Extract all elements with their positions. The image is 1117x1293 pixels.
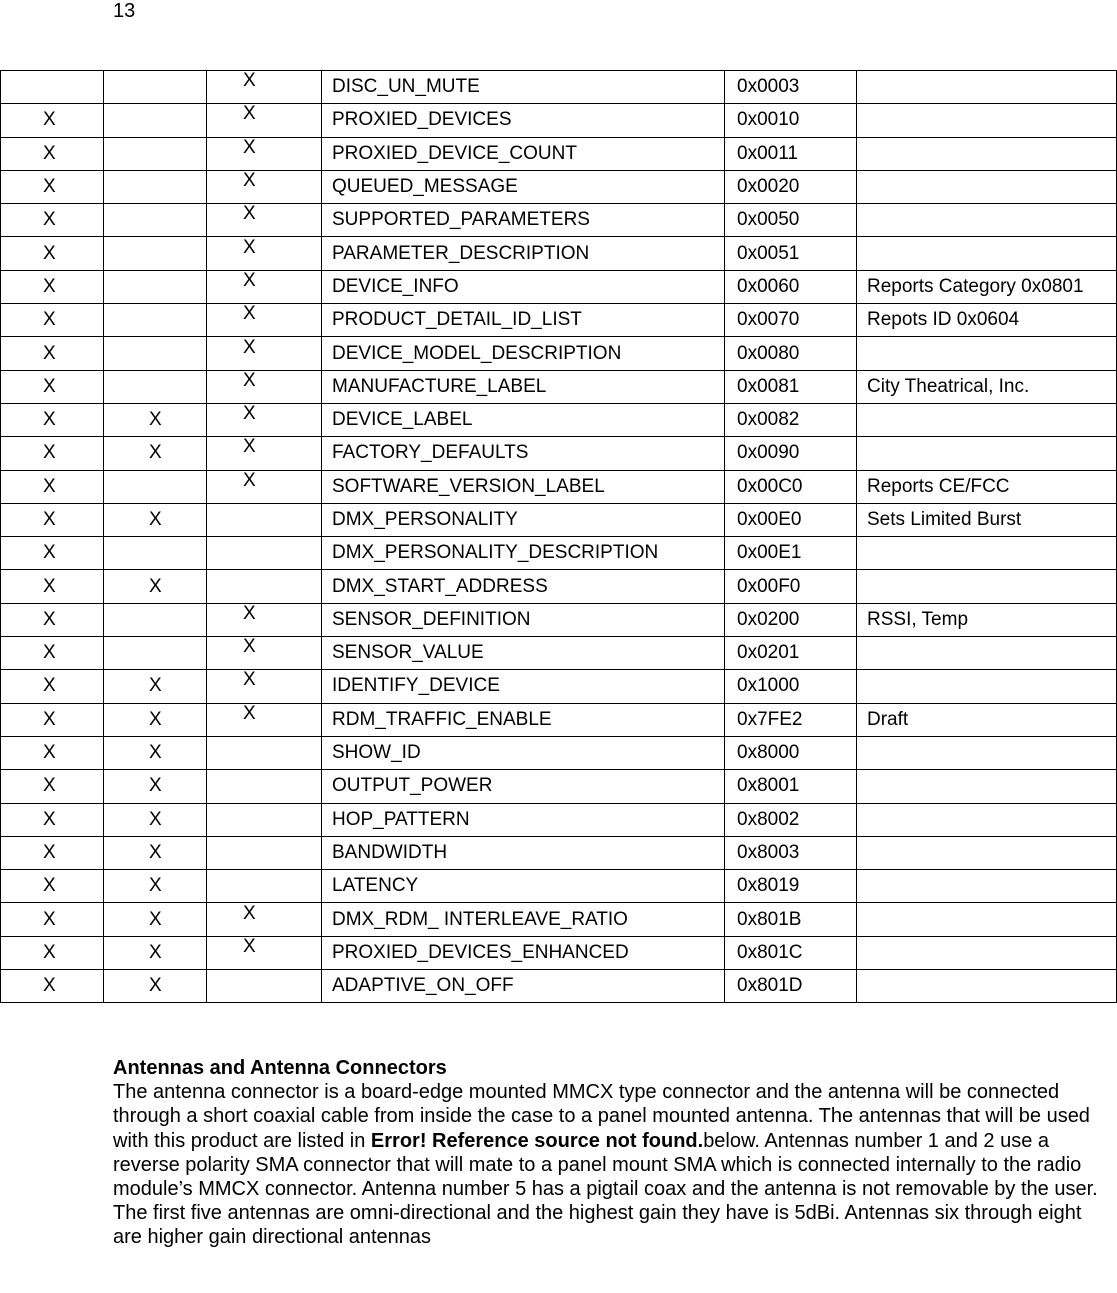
parameter-name-cell: PROXIED_DEVICES_ENHANCED <box>322 936 725 969</box>
table-row <box>1 970 1117 1003</box>
command-cell: X <box>207 170 322 203</box>
get-cell: X <box>1 337 104 370</box>
command-cell: X <box>207 270 322 303</box>
command-cell <box>207 803 322 836</box>
pid-code-cell: 0x0200 <box>725 603 857 636</box>
notes-cell: Repots ID 0x0604 <box>857 304 1117 337</box>
section-paragraph-2: The first five antennas are omni-directional and the highest gain they have is 5dBi. Antennas six through eight are higher gain directional antennas <box>113 1202 1082 1249</box>
table-row <box>1 870 1117 903</box>
page-number: 13 <box>113 0 136 22</box>
set-cell: X <box>104 903 207 936</box>
parameter-name-cell: RDM_TRAFFIC_ENABLE <box>322 703 725 736</box>
parameter-name-cell: PRODUCT_DETAIL_ID_LIST <box>322 304 725 337</box>
notes-cell <box>857 903 1117 936</box>
parameter-name-cell: OUTPUT_POWER <box>322 770 725 803</box>
table-row <box>1 736 1117 769</box>
pid-code-cell: 0x0201 <box>725 637 857 670</box>
notes-cell <box>857 770 1117 803</box>
notes-cell <box>857 437 1117 470</box>
pid-code-cell: 0x0070 <box>725 304 857 337</box>
set-cell: X <box>104 403 207 436</box>
notes-cell <box>857 204 1117 237</box>
pid-code-cell: 0x8019 <box>725 870 857 903</box>
set-cell <box>104 637 207 670</box>
command-cell: X <box>207 903 322 936</box>
parameter-name-cell: DMX_RDM_ INTERLEAVE_RATIO <box>322 903 725 936</box>
parameter-name-cell: IDENTIFY_DEVICE <box>322 670 725 703</box>
get-cell: X <box>1 670 104 703</box>
table-row <box>1 237 1117 270</box>
command-cell: X <box>207 304 322 337</box>
get-cell <box>1 71 104 104</box>
command-cell <box>207 736 322 769</box>
parameter-name-cell: DEVICE_INFO <box>322 270 725 303</box>
table-row <box>1 403 1117 436</box>
set-cell <box>104 304 207 337</box>
notes-cell <box>857 670 1117 703</box>
pid-code-cell: 0x8001 <box>725 770 857 803</box>
table-row <box>1 703 1117 736</box>
pid-code-cell: 0x801D <box>725 970 857 1003</box>
command-cell: X <box>207 936 322 969</box>
set-cell: X <box>104 970 207 1003</box>
command-cell: X <box>207 637 322 670</box>
notes-cell <box>857 337 1117 370</box>
get-cell: X <box>1 703 104 736</box>
notes-cell: Reports CE/FCC <box>857 470 1117 503</box>
parameter-name-cell: SENSOR_DEFINITION <box>322 603 725 636</box>
get-cell: X <box>1 270 104 303</box>
antennas-section <box>113 1056 1103 1250</box>
pid-code-cell: 0x0050 <box>725 204 857 237</box>
command-cell: X <box>207 71 322 104</box>
command-cell: X <box>207 703 322 736</box>
set-cell <box>104 237 207 270</box>
parameter-name-cell: PARAMETER_DESCRIPTION <box>322 237 725 270</box>
table-row <box>1 803 1117 836</box>
set-cell: X <box>104 570 207 603</box>
section-paragraph-1 <box>113 1080 1103 1201</box>
parameter-name-cell: BANDWIDTH <box>322 836 725 869</box>
set-cell <box>104 170 207 203</box>
notes-cell: Reports Category 0x0801 <box>857 270 1117 303</box>
notes-cell <box>857 137 1117 170</box>
pid-code-cell: 0x0003 <box>725 71 857 104</box>
get-cell: X <box>1 470 104 503</box>
notes-cell <box>857 637 1117 670</box>
get-cell: X <box>1 603 104 636</box>
get-cell: X <box>1 970 104 1003</box>
pid-code-cell: 0x00C0 <box>725 470 857 503</box>
set-cell <box>104 104 207 137</box>
get-cell: X <box>1 570 104 603</box>
table-row <box>1 270 1117 303</box>
set-cell: X <box>104 703 207 736</box>
command-cell: X <box>207 603 322 636</box>
section-heading: Antennas and Antenna Connectors <box>113 1057 447 1079</box>
get-cell: X <box>1 637 104 670</box>
get-cell: X <box>1 370 104 403</box>
table-row <box>1 204 1117 237</box>
pid-code-cell: 0x8002 <box>725 803 857 836</box>
get-cell: X <box>1 104 104 137</box>
get-cell: X <box>1 437 104 470</box>
notes-cell <box>857 736 1117 769</box>
set-cell <box>104 71 207 104</box>
command-cell: X <box>207 204 322 237</box>
set-cell <box>104 470 207 503</box>
parameter-name-cell: SOFTWARE_VERSION_LABEL <box>322 470 725 503</box>
pid-code-cell: 0x7FE2 <box>725 703 857 736</box>
notes-cell: City Theatrical, Inc. <box>857 370 1117 403</box>
reference-error-text: Error! Reference source not found. <box>370 1129 704 1152</box>
set-cell: X <box>104 736 207 769</box>
command-cell: X <box>207 403 322 436</box>
get-cell: X <box>1 836 104 869</box>
get-cell: X <box>1 803 104 836</box>
table-row <box>1 903 1117 936</box>
table-row <box>1 437 1117 470</box>
command-cell <box>207 836 322 869</box>
parameter-name-cell: LATENCY <box>322 870 725 903</box>
table-row <box>1 936 1117 969</box>
get-cell: X <box>1 304 104 337</box>
parameter-name-cell: DEVICE_MODEL_DESCRIPTION <box>322 337 725 370</box>
command-cell <box>207 503 322 536</box>
table-row <box>1 570 1117 603</box>
command-cell: X <box>207 370 322 403</box>
set-cell: X <box>104 770 207 803</box>
table-row <box>1 836 1117 869</box>
pid-code-cell: 0x0080 <box>725 337 857 370</box>
pid-support-table <box>0 70 1117 1003</box>
table-row <box>1 370 1117 403</box>
command-cell: X <box>207 470 322 503</box>
parameter-name-cell: FACTORY_DEFAULTS <box>322 437 725 470</box>
set-cell: X <box>104 936 207 969</box>
notes-cell <box>857 803 1117 836</box>
pid-code-cell: 0x0090 <box>725 437 857 470</box>
set-cell <box>104 537 207 570</box>
table-row <box>1 304 1117 337</box>
paragraph-1-text-b: below. Antennas number 1 and 2 use a reverse polarity SMA connector that will mate to a panel mount SMA which is connected internally to the radio module’s MMCX connector. Antenna number 5 has a pigtail coax and the antenna is not removable by the user. <box>113 1129 1098 1201</box>
command-cell <box>207 970 322 1003</box>
notes-cell <box>857 403 1117 436</box>
pid-code-cell: 0x0051 <box>725 237 857 270</box>
get-cell: X <box>1 204 104 237</box>
get-cell: X <box>1 503 104 536</box>
table-row <box>1 71 1117 104</box>
notes-cell <box>857 104 1117 137</box>
command-cell: X <box>207 104 322 137</box>
pid-code-cell: 0x00E0 <box>725 503 857 536</box>
pid-code-cell: 0x0081 <box>725 370 857 403</box>
notes-cell <box>857 836 1117 869</box>
pid-code-cell: 0x8003 <box>725 836 857 869</box>
parameter-name-cell: DMX_START_ADDRESS <box>322 570 725 603</box>
command-cell: X <box>207 237 322 270</box>
table-row <box>1 170 1117 203</box>
get-cell: X <box>1 770 104 803</box>
notes-cell <box>857 71 1117 104</box>
get-cell: X <box>1 870 104 903</box>
set-cell: X <box>104 437 207 470</box>
pid-code-cell: 0x00E1 <box>725 537 857 570</box>
parameter-name-cell: DMX_PERSONALITY_DESCRIPTION <box>322 537 725 570</box>
notes-cell <box>857 537 1117 570</box>
table-row <box>1 603 1117 636</box>
set-cell: X <box>104 670 207 703</box>
command-cell <box>207 870 322 903</box>
parameter-name-cell: PROXIED_DEVICE_COUNT <box>322 137 725 170</box>
set-cell <box>104 370 207 403</box>
table-row <box>1 337 1117 370</box>
pid-code-cell: 0x0011 <box>725 137 857 170</box>
get-cell: X <box>1 403 104 436</box>
table-row <box>1 670 1117 703</box>
get-cell: X <box>1 936 104 969</box>
pid-code-cell: 0x801C <box>725 936 857 969</box>
parameter-name-cell: DMX_PERSONALITY <box>322 503 725 536</box>
notes-cell <box>857 936 1117 969</box>
notes-cell: Sets Limited Burst <box>857 503 1117 536</box>
pid-code-cell: 0x0082 <box>725 403 857 436</box>
notes-cell <box>857 970 1117 1003</box>
set-cell <box>104 270 207 303</box>
command-cell: X <box>207 337 322 370</box>
notes-cell <box>857 570 1117 603</box>
paragraph-1-text-a: The antenna connector is a board-edge mounted MMCX type connector and the antenna will be connected through a short coaxial cable from inside the case to a panel mounted antenna. The antennas that will be used with this product are listed in <box>113 1081 1090 1152</box>
table-row <box>1 104 1117 137</box>
set-cell: X <box>104 503 207 536</box>
set-cell: X <box>104 836 207 869</box>
pid-code-cell: 0x0010 <box>725 104 857 137</box>
pid-code-cell: 0x1000 <box>725 670 857 703</box>
pid-code-cell: 0x8000 <box>725 736 857 769</box>
get-cell: X <box>1 903 104 936</box>
parameter-name-cell: SUPPORTED_PARAMETERS <box>322 204 725 237</box>
set-cell <box>104 337 207 370</box>
table-row <box>1 470 1117 503</box>
get-cell: X <box>1 137 104 170</box>
notes-cell: RSSI, Temp <box>857 603 1117 636</box>
table-row <box>1 637 1117 670</box>
command-cell <box>207 770 322 803</box>
pid-code-cell: 0x00F0 <box>725 570 857 603</box>
command-cell: X <box>207 670 322 703</box>
parameter-name-cell: DEVICE_LABEL <box>322 403 725 436</box>
pid-code-cell: 0x0060 <box>725 270 857 303</box>
get-cell: X <box>1 237 104 270</box>
parameter-name-cell: DISC_UN_MUTE <box>322 71 725 104</box>
notes-cell <box>857 237 1117 270</box>
notes-cell <box>857 870 1117 903</box>
set-cell <box>104 137 207 170</box>
parameter-name-cell: ADAPTIVE_ON_OFF <box>322 970 725 1003</box>
parameter-name-cell: SHOW_ID <box>322 736 725 769</box>
get-cell: X <box>1 537 104 570</box>
parameter-name-cell: QUEUED_MESSAGE <box>322 170 725 203</box>
table-row <box>1 770 1117 803</box>
parameter-name-cell: SENSOR_VALUE <box>322 637 725 670</box>
set-cell <box>104 204 207 237</box>
command-cell: X <box>207 137 322 170</box>
set-cell <box>104 603 207 636</box>
pid-code-cell: 0x801B <box>725 903 857 936</box>
get-cell: X <box>1 170 104 203</box>
get-cell: X <box>1 736 104 769</box>
notes-cell <box>857 170 1117 203</box>
parameter-name-cell: PROXIED_DEVICES <box>322 104 725 137</box>
table-body <box>1 71 1117 1003</box>
pid-code-cell: 0x0020 <box>725 170 857 203</box>
set-cell: X <box>104 803 207 836</box>
notes-cell: Draft <box>857 703 1117 736</box>
command-cell <box>207 570 322 603</box>
command-cell: X <box>207 437 322 470</box>
table-row <box>1 137 1117 170</box>
parameter-name-cell: HOP_PATTERN <box>322 803 725 836</box>
table-row <box>1 537 1117 570</box>
command-cell <box>207 537 322 570</box>
set-cell: X <box>104 870 207 903</box>
table-row <box>1 503 1117 536</box>
parameter-name-cell: MANUFACTURE_LABEL <box>322 370 725 403</box>
